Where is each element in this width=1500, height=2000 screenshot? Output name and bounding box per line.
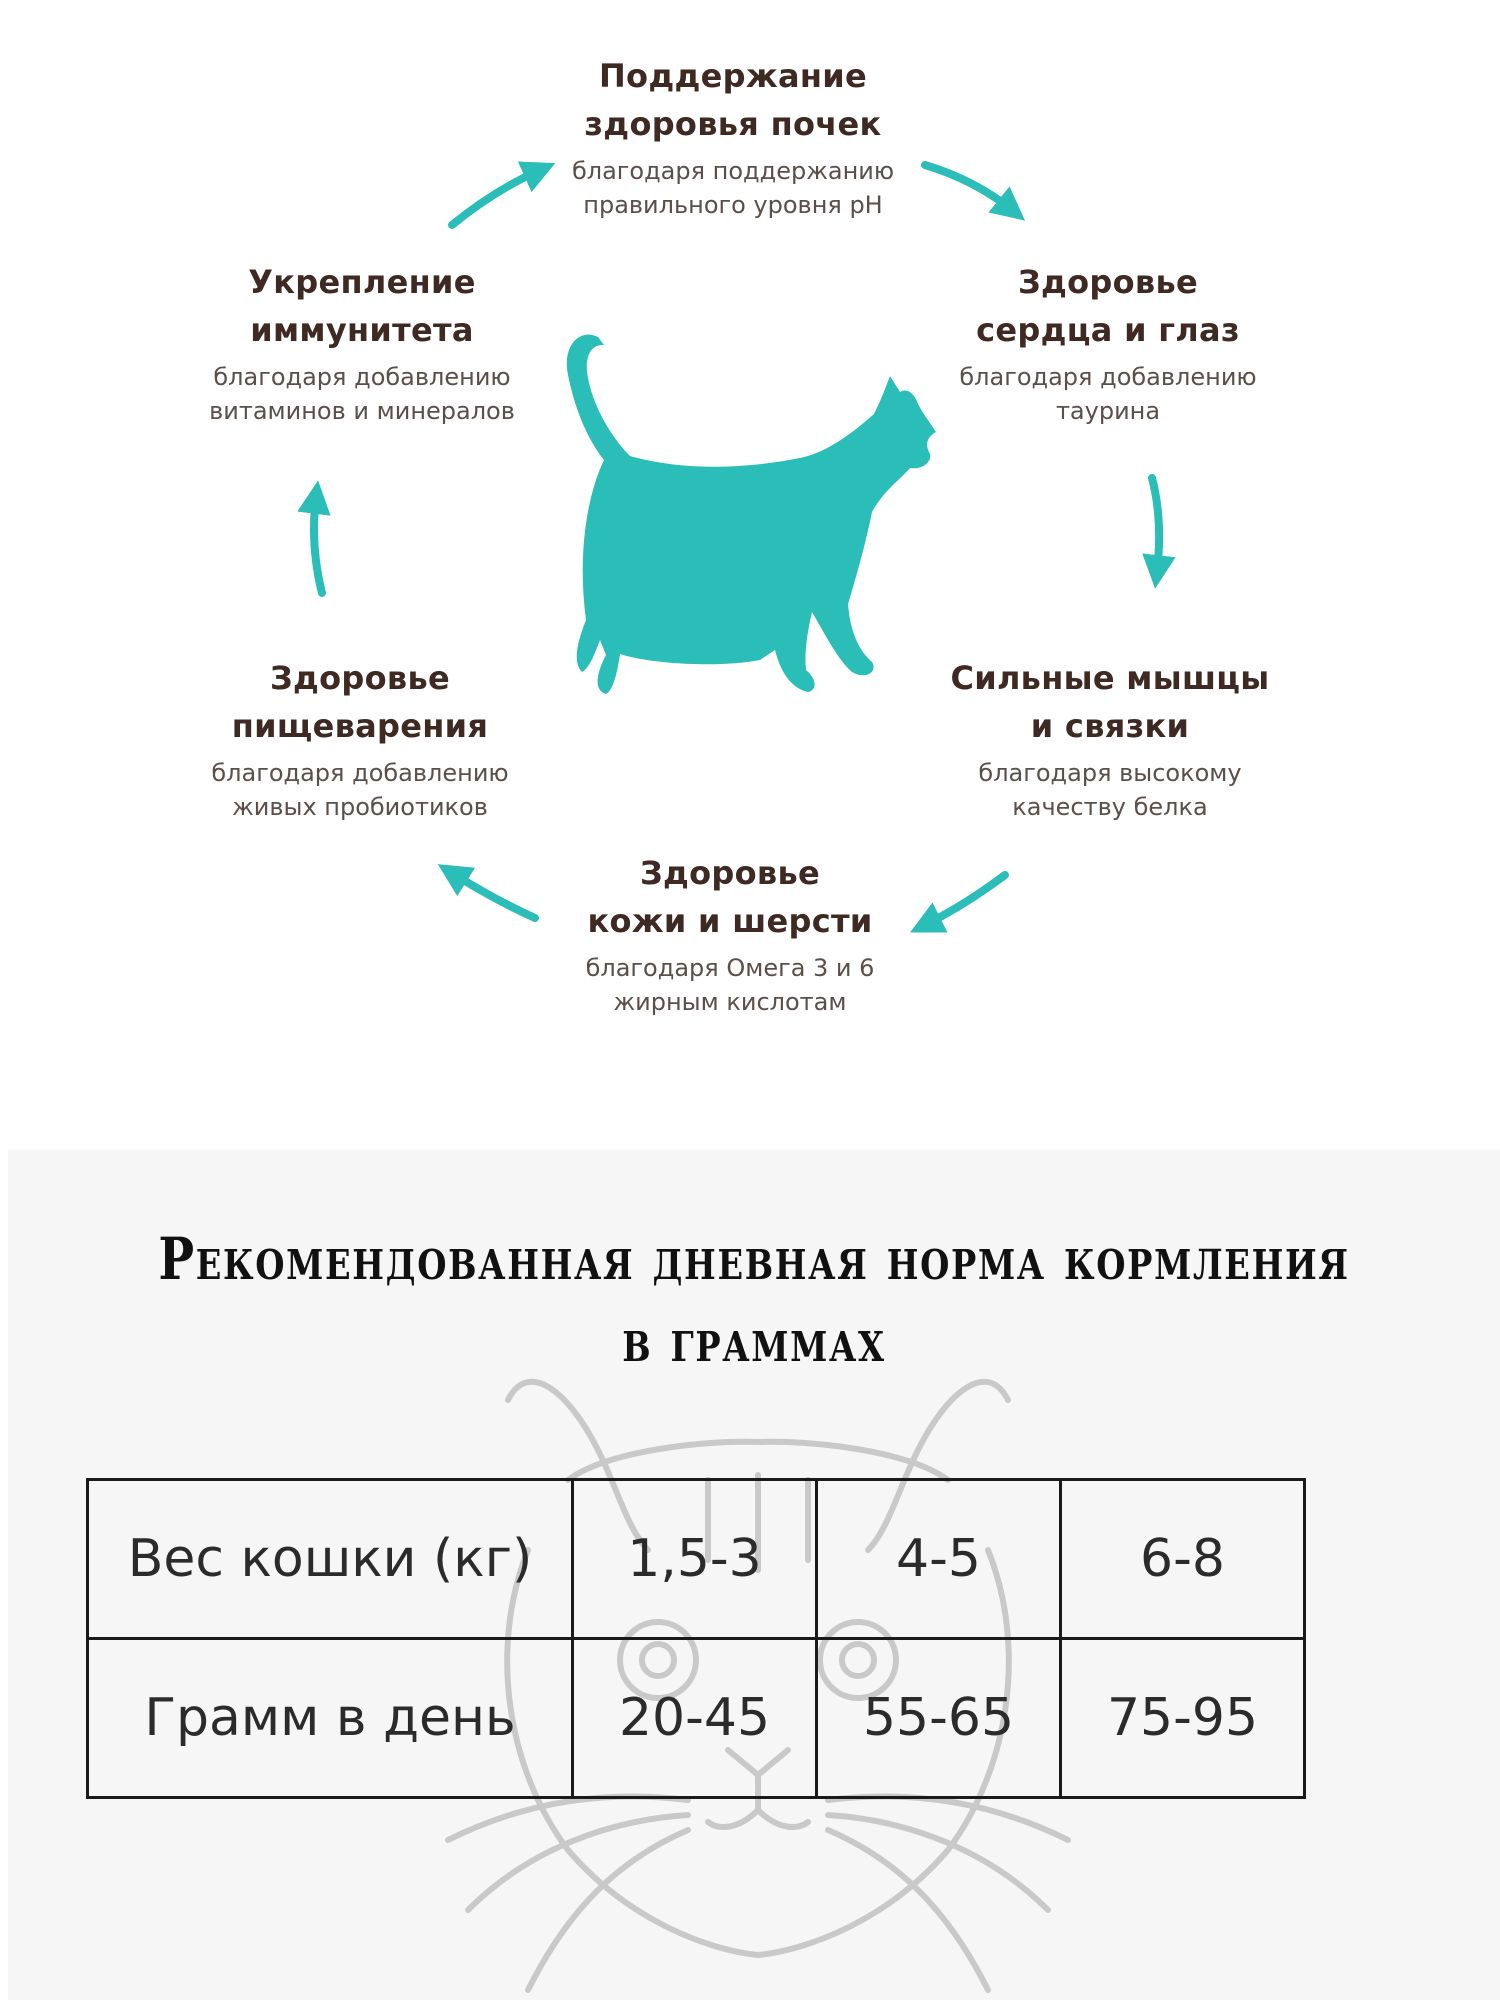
- grams-cell: 75-95: [1061, 1639, 1305, 1798]
- weight-cell: 6-8: [1061, 1480, 1305, 1639]
- benefit-title: Здоровье пищеварения: [231, 659, 489, 745]
- feeding-title: [142, 1218, 1365, 1382]
- feeding-table: [86, 1478, 1306, 1799]
- row-header-grams: Грамм в день: [88, 1639, 573, 1798]
- benefit-muscles: [890, 654, 1330, 824]
- weight-cell: 4-5: [817, 1480, 1061, 1639]
- benefit-subtitle: благодаря поддержанию правильного уровня рН: [571, 157, 895, 219]
- feeding-section: [8, 1150, 1500, 2000]
- benefit-subtitle: благодаря Омега 3 и 6 жирным кислотам: [585, 954, 875, 1016]
- cycle-arrow-icon: [314, 497, 322, 593]
- benefit-title: Здоровье кожи и шерсти: [587, 854, 873, 940]
- grams-cell: 20-45: [573, 1639, 817, 1798]
- table-row: [88, 1480, 1305, 1639]
- benefit-subtitle: благодаря добавлению таурина: [959, 363, 1257, 425]
- cycle-arrow-icon: [1152, 478, 1159, 572]
- benefit-heart-eyes: [888, 258, 1328, 428]
- row-header-weight: Вес кошки (кг): [88, 1480, 573, 1639]
- cat-silhouette-icon: [567, 335, 936, 694]
- benefit-immunity: [142, 258, 582, 428]
- benefit-title: Укрепление иммунитета: [248, 263, 476, 349]
- benefit-subtitle: благодаря добавлению живых пробиотиков: [211, 759, 509, 821]
- weight-cell: 1,5-3: [573, 1480, 817, 1639]
- benefit-title: Сильные мышцы и связки: [950, 659, 1270, 745]
- benefit-digestion: [140, 654, 580, 824]
- benefit-subtitle: благодаря высокому качеству белка: [978, 759, 1242, 821]
- benefit-skin-coat: [510, 849, 950, 1019]
- feeding-title-line1: Рекомендованная дневная норма кормления: [158, 1225, 1350, 1293]
- benefit-title: Поддержание здоровья почек: [584, 57, 882, 143]
- benefit-kidneys: [513, 52, 953, 222]
- grams-cell: 55-65: [817, 1639, 1061, 1798]
- benefit-title: Здоровье сердца и глаз: [976, 263, 1240, 349]
- table-row: [88, 1639, 1305, 1798]
- benefit-subtitle: благодаря добавлению витаминов и минералов: [209, 363, 515, 425]
- feeding-title-line2: в граммах: [622, 1307, 886, 1375]
